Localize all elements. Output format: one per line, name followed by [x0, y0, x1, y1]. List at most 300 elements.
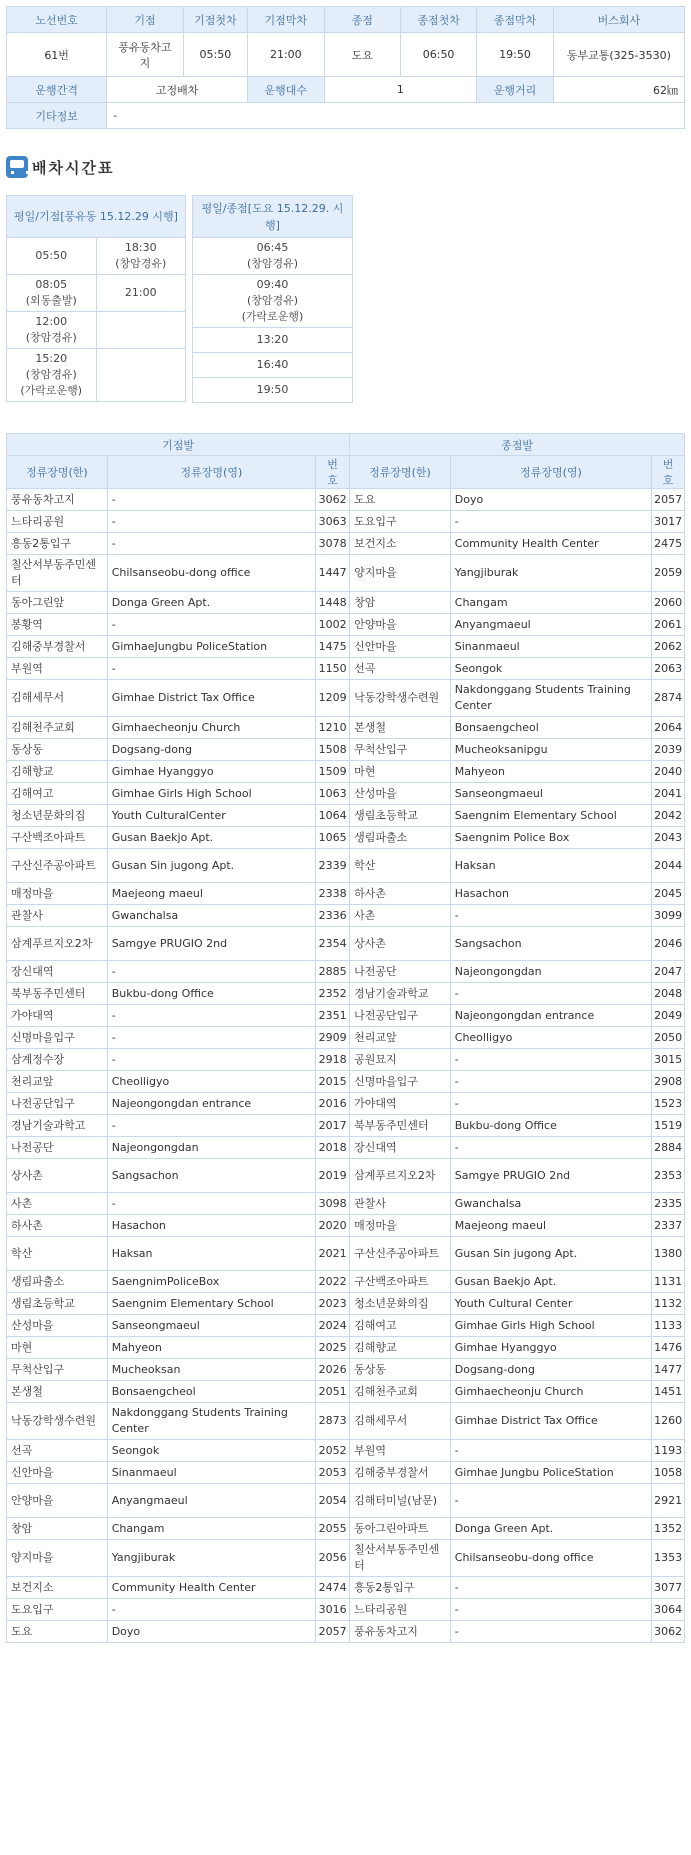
stop-name-eng: Hasachon [450, 883, 651, 905]
stop-number: 2056 [316, 1540, 350, 1577]
table-row [7, 1071, 685, 1093]
stop-name-kor: 풍유동차고지 [7, 489, 108, 511]
stop-name-kor: 도요 [7, 1621, 108, 1643]
stop-name-eng: Sanseongmaeul [107, 1315, 315, 1337]
stop-name-kor: 경남기술과학교 [350, 983, 451, 1005]
interval-label: 운행간격 [7, 77, 107, 103]
stop-name-eng: Community Health Center [450, 533, 651, 555]
table-row [7, 1484, 685, 1518]
stop-number: 2025 [316, 1337, 350, 1359]
stop-name-kor: 상사촌 [7, 1159, 108, 1193]
stop-number: 3015 [652, 1049, 685, 1071]
stop-number: 2873 [316, 1403, 350, 1440]
stop-number: 2048 [652, 983, 685, 1005]
stop-name-eng: Maejeong maeul [450, 1215, 651, 1237]
stop-number: 2337 [652, 1215, 685, 1237]
start-first-value: 05:50 [183, 33, 247, 77]
stop-name-eng: Haksan [450, 849, 651, 883]
stop-number: 2354 [316, 927, 350, 961]
etc-label: 기타정보 [7, 103, 107, 129]
stop-number: 2018 [316, 1137, 350, 1159]
table-row [7, 1381, 685, 1403]
stop-name-eng: - [107, 489, 315, 511]
start-last-value: 21:00 [248, 33, 324, 77]
stop-name-kor: 산성마을 [7, 1315, 108, 1337]
stop-number: 1058 [652, 1462, 685, 1484]
stop-name-eng: Sinanmaeul [450, 636, 651, 658]
stop-name-eng: - [107, 961, 315, 983]
stop-name-kor: 산성마을 [350, 783, 451, 805]
stop-name-kor: 천리교앞 [350, 1027, 451, 1049]
table-row [7, 717, 685, 739]
stop-name-eng: - [450, 1093, 651, 1115]
end-stop-value: 도요 [324, 33, 400, 77]
stop-name-kor: 생림파출소 [7, 1271, 108, 1293]
route-info-operation-row [7, 77, 685, 103]
stop-name-eng: Gimhaecheonju Church [450, 1381, 651, 1403]
stop-name-eng: Doyo [107, 1621, 315, 1643]
stop-name-kor: 도요입구 [7, 1599, 108, 1621]
stop-name-kor: 낙동강학생수련원 [350, 680, 451, 717]
stop-name-kor: 도요 [350, 489, 451, 511]
table-row [7, 1293, 685, 1315]
route-info-value-row [7, 33, 685, 77]
stop-number: 1508 [316, 739, 350, 761]
stop-name-kor: 구산신주공아파트 [350, 1237, 451, 1271]
stop-number: 3064 [652, 1599, 685, 1621]
stop-name-kor: 동상동 [350, 1359, 451, 1381]
stop-name-kor: 가야대역 [350, 1093, 451, 1115]
stop-name-kor: 선곡 [350, 658, 451, 680]
stop-name-eng: Sanseongmaeul [450, 783, 651, 805]
stop-name-kor: 장신대역 [7, 961, 108, 983]
stop-name-eng: Bonsaengcheol [450, 717, 651, 739]
stop-name-kor: 칠산서부동주민센터 [350, 1540, 451, 1577]
stop-name-eng: Nakdonggang Students Training Center [450, 680, 651, 717]
stop-name-kor: 경남기술과학고 [7, 1115, 108, 1137]
table-row [7, 489, 685, 511]
stop-number: 2043 [652, 827, 685, 849]
timetable-row [193, 378, 353, 403]
stop-number: 1260 [652, 1403, 685, 1440]
departure-time: 19:50 [193, 378, 353, 403]
stop-name-eng: - [107, 533, 315, 555]
stop-name-eng: Saengnim Elementary School [107, 1293, 315, 1315]
table-row [7, 1237, 685, 1271]
stop-name-kor: 가야대역 [7, 1005, 108, 1027]
route-number-value: 61번 [7, 33, 107, 77]
stop-number: 2475 [652, 533, 685, 555]
timetable-title: 배차시간표 [32, 158, 115, 177]
stop-name-eng: Saengnim Police Box [450, 827, 651, 849]
timetable-row [193, 275, 353, 328]
stop-number: 1353 [652, 1540, 685, 1577]
stop-number: 2016 [316, 1093, 350, 1115]
stop-name-kor: 동아그린앞 [7, 592, 108, 614]
header-end-last: 종점막차 [477, 7, 553, 33]
stop-number: 3078 [316, 533, 350, 555]
stop-number: 3016 [316, 1599, 350, 1621]
header-start-first: 기점첫차 [183, 7, 247, 33]
stop-name-eng: - [107, 614, 315, 636]
table-row [7, 1315, 685, 1337]
stop-number: 1133 [652, 1315, 685, 1337]
stop-number: 2335 [652, 1193, 685, 1215]
stop-name-eng: Community Health Center [107, 1577, 315, 1599]
stop-name-kor: 흥동2통입구 [7, 533, 108, 555]
stop-name-eng: Gusan Sin jugong Apt. [450, 1237, 651, 1271]
stop-name-kor: 마현 [7, 1337, 108, 1359]
etc-value: - [107, 103, 685, 129]
stop-name-eng: Bukbu-dong Office [107, 983, 315, 1005]
stop-number: 1132 [652, 1293, 685, 1315]
stop-name-kor: 풍유동차고지 [350, 1621, 451, 1643]
stop-number: 2351 [316, 1005, 350, 1027]
stop-name-kor: 동상동 [7, 739, 108, 761]
stop-name-kor: 청소년문화의집 [7, 805, 108, 827]
stop-name-kor: 김해천주교회 [350, 1381, 451, 1403]
stop-name-kor: 학산 [7, 1237, 108, 1271]
stop-number: 2045 [652, 883, 685, 905]
bus-company-value: 동부교통(325-3530) [553, 33, 684, 77]
stop-name-kor: 나전공단 [350, 961, 451, 983]
table-row [7, 805, 685, 827]
stop-number: 2053 [316, 1462, 350, 1484]
stop-name-kor: 선곡 [7, 1440, 108, 1462]
stop-name-eng: Saengnim Elementary School [450, 805, 651, 827]
col-eng-start: 정류장명(영) [107, 456, 315, 489]
stop-number: 1447 [316, 555, 350, 592]
stop-number: 3017 [652, 511, 685, 533]
stop-name-eng: Gimhae Girls High School [450, 1315, 651, 1337]
stop-name-eng: Cheolligyo [107, 1071, 315, 1093]
stop-name-kor: 김해향교 [350, 1337, 451, 1359]
stop-name-eng: Gimhae Hyanggyo [450, 1337, 651, 1359]
table-row [7, 905, 685, 927]
stop-number: 2055 [316, 1518, 350, 1540]
stop-number: 1451 [652, 1381, 685, 1403]
stop-name-eng: Seongok [107, 1440, 315, 1462]
table-row [7, 1359, 685, 1381]
stop-number: 2057 [652, 489, 685, 511]
table-row [7, 1518, 685, 1540]
table-row [7, 1193, 685, 1215]
stop-name-kor: 창암 [7, 1518, 108, 1540]
stop-name-eng: - [107, 1049, 315, 1071]
stop-number: 2040 [652, 761, 685, 783]
stop-name-kor: 신명마을입구 [350, 1071, 451, 1093]
stop-name-kor: 느타리공원 [350, 1599, 451, 1621]
stop-number: 2064 [652, 717, 685, 739]
stop-name-eng: Gwanchalsa [450, 1193, 651, 1215]
stop-name-kor: 무척산입구 [350, 739, 451, 761]
stop-number: 2049 [652, 1005, 685, 1027]
stop-name-eng: - [450, 905, 651, 927]
start-stop-value: 풍유동차고지 [107, 33, 183, 77]
stop-name-kor: 양지마을 [350, 555, 451, 592]
stop-name-kor: 김해세무서 [7, 680, 108, 717]
table-row [7, 1115, 685, 1137]
departure-time: 08:05 (외동출발) [7, 275, 97, 312]
table-row [7, 1599, 685, 1621]
table-row [7, 1440, 685, 1462]
stop-number: 1002 [316, 614, 350, 636]
stop-name-kor: 하사촌 [7, 1215, 108, 1237]
route-info-header-row [7, 7, 685, 33]
header-start-last: 기점막차 [248, 7, 324, 33]
stop-name-eng: Gusan Baekjo Apt. [107, 827, 315, 849]
stop-name-eng: Mahyeon [450, 761, 651, 783]
stop-name-kor: 북부동주민센터 [350, 1115, 451, 1137]
stop-name-kor: 학산 [350, 849, 451, 883]
stop-name-kor: 사촌 [7, 1193, 108, 1215]
timetable-row [7, 349, 186, 402]
stop-name-eng: Dogsang-dong [107, 739, 315, 761]
stop-number: 2908 [652, 1071, 685, 1093]
stop-name-eng: Mucheoksan [107, 1359, 315, 1381]
table-row [7, 1215, 685, 1237]
stop-name-kor: 매정마을 [7, 883, 108, 905]
stop-name-eng: - [107, 1115, 315, 1137]
stop-name-eng: - [450, 511, 651, 533]
stop-name-eng: GimhaeJungbu PoliceStation [107, 636, 315, 658]
stop-name-kor: 구산백조아파트 [350, 1271, 451, 1293]
stop-name-kor: 본생철 [350, 717, 451, 739]
header-route-number: 노선번호 [7, 7, 107, 33]
stop-number: 2017 [316, 1115, 350, 1137]
stop-number: 1523 [652, 1093, 685, 1115]
table-row [7, 1093, 685, 1115]
table-row [7, 1403, 685, 1440]
table-row [7, 511, 685, 533]
stop-number: 1509 [316, 761, 350, 783]
stop-name-kor: 신안마을 [7, 1462, 108, 1484]
stop-name-kor: 구산백조아파트 [7, 827, 108, 849]
table-row [7, 1271, 685, 1293]
stop-name-kor: 무척산입구 [7, 1359, 108, 1381]
stop-name-eng: Najeongongdan entrance [450, 1005, 651, 1027]
stop-number: 1210 [316, 717, 350, 739]
stop-name-eng: Anyangmaeul [450, 614, 651, 636]
stop-name-eng: Youth Cultural Center [450, 1293, 651, 1315]
stop-number: 2874 [652, 680, 685, 717]
weekday-start-timetable [6, 195, 186, 402]
bus-icon [6, 156, 28, 178]
stop-number: 2336 [316, 905, 350, 927]
table-row [7, 739, 685, 761]
stop-name-eng: Bonsaengcheol [107, 1381, 315, 1403]
stop-number: 2060 [652, 592, 685, 614]
interval-value: 고정배차 [107, 77, 248, 103]
stop-name-eng: Dogsang-dong [450, 1359, 651, 1381]
stop-number: 1131 [652, 1271, 685, 1293]
stop-name-kor: 김해터미널(남문) [350, 1484, 451, 1518]
stop-number: 2024 [316, 1315, 350, 1337]
stop-name-kor: 나전공단입구 [350, 1005, 451, 1027]
stop-name-kor: 관찰사 [350, 1193, 451, 1215]
table-row [7, 614, 685, 636]
col-num-end: 번호 [652, 456, 685, 489]
distance-value: 62㎞ [553, 77, 684, 103]
stop-number: 2063 [652, 658, 685, 680]
stop-name-kor: 김해중부경찰서 [350, 1462, 451, 1484]
stop-name-eng: Mahyeon [107, 1337, 315, 1359]
departure-time: 12:00 (창암경유) [7, 312, 97, 349]
stop-name-kor: 부원역 [350, 1440, 451, 1462]
stop-name-kor: 삼계정수장 [7, 1049, 108, 1071]
stop-number: 1475 [316, 636, 350, 658]
stop-number: 2042 [652, 805, 685, 827]
stop-name-eng: Samgye PRUGIO 2nd [107, 927, 315, 961]
departure-time: 09:40 (창암경유) (가락로운행) [193, 275, 353, 328]
table-row [7, 1577, 685, 1599]
table-row [7, 1621, 685, 1643]
departure-time: 21:00 [96, 275, 186, 312]
stop-number: 2026 [316, 1359, 350, 1381]
count-label: 운행대수 [248, 77, 324, 103]
stop-number: 1352 [652, 1518, 685, 1540]
table-row [7, 849, 685, 883]
stop-number: 1064 [316, 805, 350, 827]
stop-name-eng: Najeongongdan entrance [107, 1093, 315, 1115]
stop-name-kor: 김해향교 [7, 761, 108, 783]
table-row [7, 592, 685, 614]
stop-number: 3062 [316, 489, 350, 511]
stop-name-eng: Changam [450, 592, 651, 614]
table-row [7, 1137, 685, 1159]
table-row [7, 827, 685, 849]
stop-number: 2353 [652, 1159, 685, 1193]
stop-name-eng: - [107, 1193, 315, 1215]
stop-number: 3077 [652, 1577, 685, 1599]
stop-name-kor: 김해여고 [350, 1315, 451, 1337]
stop-name-eng: - [107, 1005, 315, 1027]
stop-name-eng: Gusan Sin jugong Apt. [107, 849, 315, 883]
table-row [7, 783, 685, 805]
stop-name-kor: 동아그린아파트 [350, 1518, 451, 1540]
stop-name-kor: 본생철 [7, 1381, 108, 1403]
stop-name-eng: Yangjiburak [450, 555, 651, 592]
stop-name-kor: 김해세무서 [350, 1403, 451, 1440]
col-eng-end: 정류장명(영) [450, 456, 651, 489]
stop-number: 2020 [316, 1215, 350, 1237]
stop-number: 1065 [316, 827, 350, 849]
departure-time: 15:20 (창암경유) (가락로운행) [7, 349, 97, 402]
departure-time: 05:50 [7, 238, 97, 275]
stop-name-eng: - [107, 658, 315, 680]
stop-number: 1063 [316, 783, 350, 805]
departure-time [96, 312, 186, 349]
stop-name-kor: 장신대역 [350, 1137, 451, 1159]
stop-name-eng: - [107, 511, 315, 533]
stop-number: 2052 [316, 1440, 350, 1462]
stop-name-eng: Haksan [107, 1237, 315, 1271]
route-info-table [6, 6, 685, 129]
stop-name-eng: Sangsachon [107, 1159, 315, 1193]
stop-name-eng: Seongok [450, 658, 651, 680]
stop-name-kor: 신안마을 [350, 636, 451, 658]
stop-name-kor: 하사촌 [350, 883, 451, 905]
stop-name-kor: 안양마을 [7, 1484, 108, 1518]
stop-name-kor: 사촌 [350, 905, 451, 927]
stop-number: 2885 [316, 961, 350, 983]
weekday-end-header: 평일/종점[도요 15.12.29. 시행] [193, 196, 353, 238]
stop-name-eng: Gimhaecheonju Church [107, 717, 315, 739]
stop-name-kor: 느타리공원 [7, 511, 108, 533]
stop-number: 1476 [652, 1337, 685, 1359]
stop-name-kor: 생림파출소 [350, 827, 451, 849]
timetable-row [7, 312, 186, 349]
stop-number: 1150 [316, 658, 350, 680]
stop-name-eng: - [450, 1621, 651, 1643]
stop-name-eng: Samgye PRUGIO 2nd [450, 1159, 651, 1193]
stop-name-eng: Sangsachon [450, 927, 651, 961]
departure-time: 16:40 [193, 353, 353, 378]
header-start-stop: 기점 [107, 7, 183, 33]
stop-name-eng: Najeongongdan [107, 1137, 315, 1159]
stop-number: 2352 [316, 983, 350, 1005]
table-row [7, 1540, 685, 1577]
stop-number: 2019 [316, 1159, 350, 1193]
stop-name-eng: - [450, 1049, 651, 1071]
end-first-value: 06:50 [400, 33, 476, 77]
col-kor-end: 정류장명(한) [350, 456, 451, 489]
stop-name-kor: 생림초등학교 [350, 805, 451, 827]
stop-name-kor: 삼계푸르지오2차 [7, 927, 108, 961]
table-row [7, 961, 685, 983]
stop-name-kor: 김해천주교회 [7, 717, 108, 739]
stop-name-eng: Doyo [450, 489, 651, 511]
departure-time: 18:30 (창암경유) [96, 238, 186, 275]
stop-name-eng: Chilsanseobu-dong office [450, 1540, 651, 1577]
stop-name-kor: 생림초등학교 [7, 1293, 108, 1315]
stop-number: 1209 [316, 680, 350, 717]
table-row [7, 1462, 685, 1484]
timetable-row [193, 328, 353, 353]
stop-number: 3063 [316, 511, 350, 533]
table-row [7, 636, 685, 658]
header-bus-company: 버스회사 [553, 7, 684, 33]
stop-number: 2059 [652, 555, 685, 592]
stop-number: 2041 [652, 783, 685, 805]
stop-name-kor: 김해중부경찰서 [7, 636, 108, 658]
stop-number: 2044 [652, 849, 685, 883]
stop-number: 1448 [316, 592, 350, 614]
stop-name-kor: 상사촌 [350, 927, 451, 961]
stop-name-kor: 흥동2통입구 [350, 1577, 451, 1599]
stop-number: 2015 [316, 1071, 350, 1093]
stop-number: 2339 [316, 849, 350, 883]
count-value: 1 [324, 77, 477, 103]
stop-name-eng: Gimhae District Tax Office [107, 680, 315, 717]
stop-name-eng: - [107, 1027, 315, 1049]
timetable-heading [6, 155, 685, 179]
stop-name-kor: 낙동강학생수련원 [7, 1403, 108, 1440]
stop-number: 2474 [316, 1577, 350, 1599]
stop-number: 1477 [652, 1359, 685, 1381]
stop-number: 2062 [652, 636, 685, 658]
stop-name-kor: 보건지소 [7, 1577, 108, 1599]
stop-name-eng: - [450, 1484, 651, 1518]
distance-label: 운행거리 [477, 77, 553, 103]
table-row [7, 1027, 685, 1049]
stop-name-eng: - [450, 1577, 651, 1599]
route-info-etc-row [7, 103, 685, 129]
stop-name-eng: Gimhae Jungbu PoliceStation [450, 1462, 651, 1484]
stop-name-eng: SaengnimPoliceBox [107, 1271, 315, 1293]
table-row [7, 1159, 685, 1193]
stop-name-eng: Gwanchalsa [107, 905, 315, 927]
